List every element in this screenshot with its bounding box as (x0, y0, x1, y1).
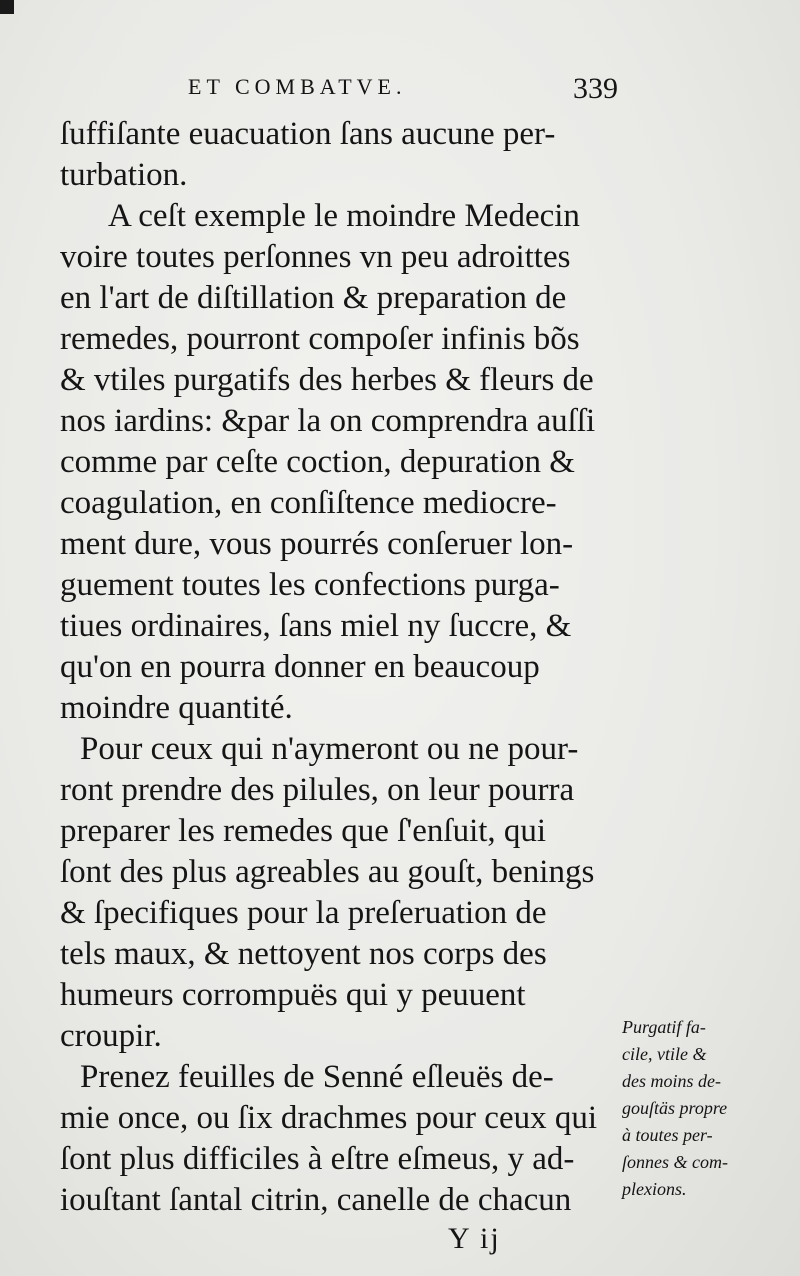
text-line: & ſpecifiques pour la preſeruation de (60, 895, 547, 931)
text-line: ront prendre des pilules, on leur pourra (60, 772, 575, 808)
text-line: voire toutes perſonnes vn peu adroittes (60, 239, 571, 275)
margin-note-line: ſonnes & com- (622, 1152, 728, 1172)
margin-note-line: gouſtäs propre (622, 1098, 728, 1118)
body-text (60, 114, 620, 1221)
page-corner-shadow (0, 0, 14, 14)
text-line: ſont des plus agreables au gouſt, benings (60, 854, 595, 890)
text-line: coagulation, en conſiſtence mediocre- (60, 485, 557, 521)
margin-note (622, 1014, 782, 1203)
margin-note-line: des moins de- (622, 1071, 721, 1091)
text-line: preparer les remedes que ſ'enſuit, qui (60, 813, 547, 849)
text-line: comme par ceſte coction, depuration & (60, 444, 575, 480)
signature-mark: Y ij (448, 1222, 501, 1255)
text-line: ſont plus difficiles à eſtre eſmeus, y ad- (60, 1141, 575, 1177)
text-line: nos iardins: &par la on comprendra auſſi (60, 403, 596, 439)
text-line: ment dure, vous pourrés conſeruer lon- (60, 526, 574, 562)
page-number: 339 (573, 72, 618, 105)
page-header (188, 74, 618, 110)
text-line: tels maux, & nettoyent nos corps des (60, 936, 547, 972)
paragraph-first-line: Pour ceux qui n'aymeront ou ne pour- (80, 731, 579, 767)
paragraph-first-line: A ceſt exemple le moindre Medecin (108, 198, 580, 234)
text-line: en l'art de diſtillation & preparation de (60, 280, 567, 316)
running-title: ET COMBATVE. (188, 74, 407, 99)
paragraph-first-line: Prenez feuilles de Senné eſleuës de- (80, 1059, 554, 1095)
margin-note-line: plexions. (622, 1179, 687, 1199)
text-line: guement toutes les confections purga- (60, 567, 560, 603)
text-line: ſuffiſante euacuation ſans aucune per- (60, 116, 556, 152)
text-line: remedes, pourront compoſer infinis bõs (60, 321, 580, 357)
text-line: & vtiles purgatifs des herbes & fleurs de (60, 362, 594, 398)
text-line: qu'on en pourra donner en beaucoup (60, 649, 540, 685)
text-line: mie once, ou ſix drachmes pour ceux qui (60, 1100, 598, 1136)
text-line: moindre quantité. (60, 690, 293, 726)
text-line: croupir. (60, 1018, 162, 1054)
text-line: tiues ordinaires, ſans miel ny ſuccre, & (60, 608, 572, 644)
text-line: humeurs corrompuës qui y peuuent (60, 977, 526, 1013)
margin-note-line: à toutes per- (622, 1125, 713, 1145)
margin-note-line: cile, vtile & (622, 1044, 707, 1064)
text-line: turbation. (60, 157, 188, 193)
text-line: iouſtant ſantal citrin, canelle de chacun (60, 1182, 572, 1218)
margin-note-line: Purgatif fa- (622, 1017, 706, 1037)
